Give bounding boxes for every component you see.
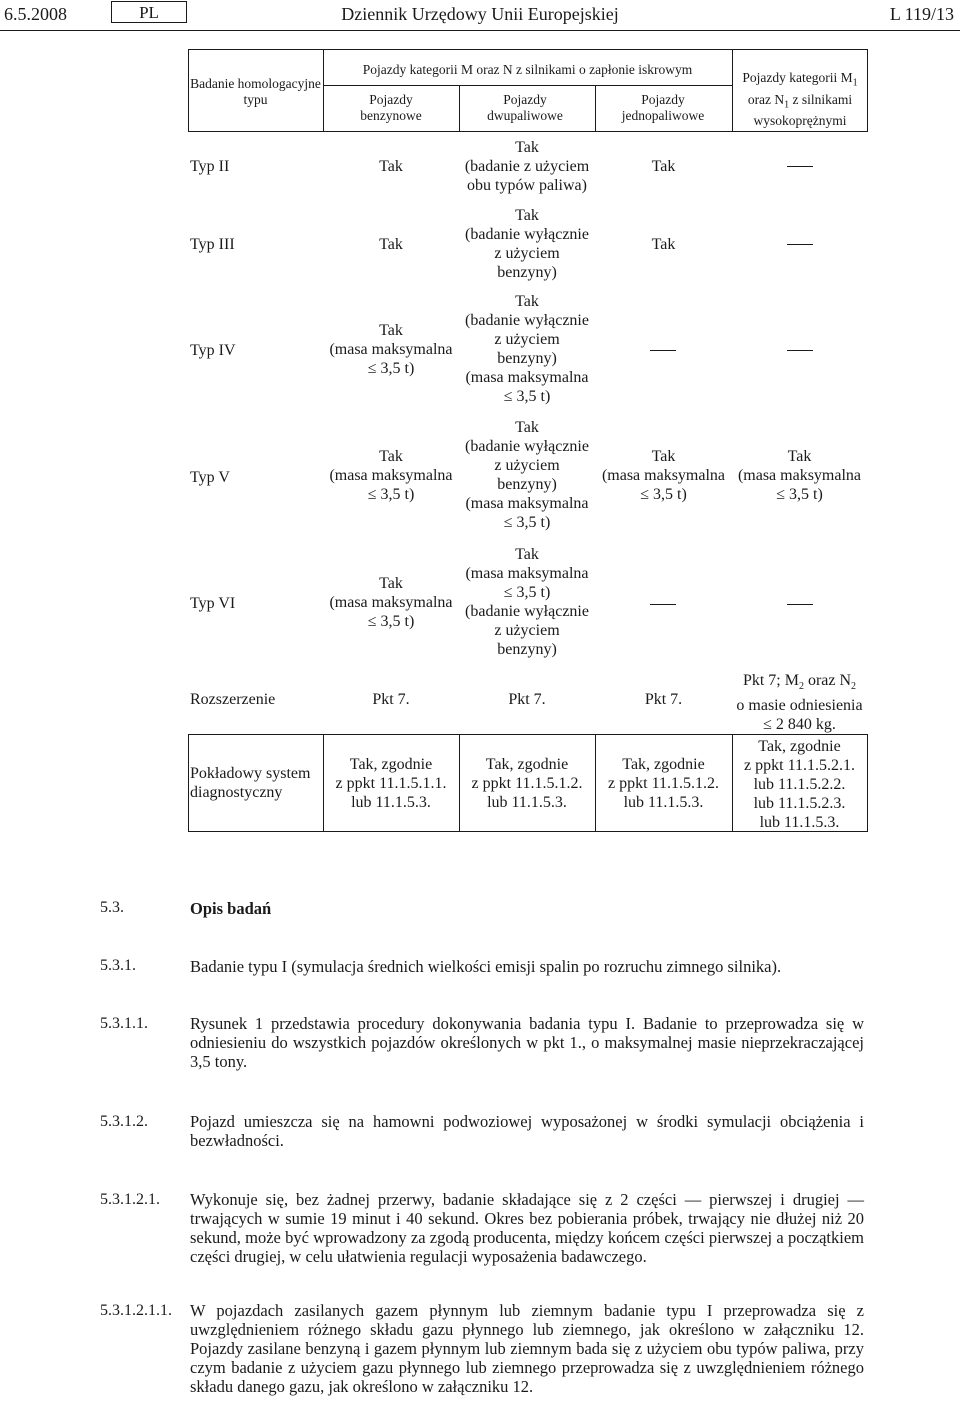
section-text: Wykonuje się, bez żadnej przerwy, badanie składające się z 2 części — pierwszej i drugiej — trwających w sumie 19 minut i 40 sekund. Okres bez pobierania próbek, trwający nie dłużej niż 20 sekund, może być wprowadzony za zgodą producenta, między końcem części pierwszej a początkiem części drugiej, w celu ułatwienia regulacji wyposażenia badawczego. (190, 1190, 864, 1266)
cell-typ-v-diesel: Tak (masa maksymalna ≤ 3,5 t) (737, 448, 862, 503)
cell-obd-petrol: Tak, zgodnie z ppkt 11.1.5.1.1. lub 11.1.5.3. (335, 756, 447, 811)
cell-typ-v-bifuel: Tak (badanie wyłącznie z użyciem benzyny) (masa maksymalna ≤ 3,5 t) (465, 419, 589, 531)
section-text: Badanie typu I (symulacja średnich wielkości emisji spalin po rozruchu zimnego silnika). (190, 957, 782, 976)
cell-typ-iv-petrol: Tak (masa maksymalna ≤ 3,5 t) (329, 322, 453, 377)
cell-typ-iii-petrol: Tak (379, 236, 403, 253)
row-label-typ-vi: Typ VI (190, 595, 236, 612)
section-text: Pojazd umieszcza się na hamowni podwoziowej wyposażonej w środki symulacji obciążenia i bezwładności. (190, 1112, 864, 1150)
cell-typ-iv-mono (650, 350, 676, 351)
row-label-typ-iv: Typ IV (190, 342, 236, 359)
header-petrol: Pojazdy benzynowe (360, 92, 422, 123)
row-label-typ-ii: Typ II (190, 158, 230, 175)
section-text: W pojazdach zasilanych gazem płynnym lub ziemnym badanie typu I przeprowadza się z uwzględnieniem różnego składu gazu płynnego lub ziemnego, jak określono w załączniku 12. Pojazdy zasilane benzyną i gazem płynnym lub ziemnym bada się z użyciem obu typów paliwa, przy czym badanie z użyciem gazu płynnego lub ziemnego przeprowadza się z uwzględnieniem różnego składu danego gazu, jak określono w załączniku 12. (190, 1301, 864, 1396)
header-date: 6.5.2008 (4, 4, 67, 24)
cell-typ-ii-petrol: Tak (379, 158, 403, 175)
cell-obd-mono: Tak, zgodnie z ppkt 11.1.5.1.2. lub 11.1.5.3. (608, 756, 719, 811)
cell-extension-petrol: Pkt 7. (372, 691, 410, 708)
header-spark-ignition-group: Pojazdy kategorii M oraz N z silnikami o zapłonie iskrowym (362, 62, 693, 77)
header-badanie: Badanie homologacyjne typu (190, 76, 321, 107)
cell-typ-ii-mono: Tak (651, 158, 676, 175)
cell-typ-vi-diesel (787, 604, 813, 605)
cell-obd-diesel: Tak, zgodnie z ppkt 11.1.5.2.1. lub 11.1.5.2.2. lub 11.1.5.2.3. lub 11.1.5.3. (744, 738, 855, 831)
header-monofuel: Pojazdy jednopaliwowe (621, 92, 705, 123)
cell-obd-bifuel: Tak, zgodnie z ppkt 11.1.5.1.2. lub 11.1.5.3. (471, 756, 583, 811)
cell-typ-vi-mono (650, 604, 676, 605)
cell-typ-v-petrol: Tak (masa maksymalna ≤ 3,5 t) (329, 448, 453, 503)
cell-extension-diesel: Pkt 7; $M_2$ oraz $N_2$ o masie odniesienia ≤ 2 840 kg. (736, 672, 863, 734)
cell-typ-vi-bifuel: Tak (masa maksymalna ≤ 3,5 t) (badanie wyłącznie z użyciem benzyny) (465, 546, 589, 658)
header-diesel: Pojazdy kategorii $M_1$ oraz $N_1$ z silnikami wysokoprężnymi (742, 70, 858, 129)
row-label-extension: Rozszerzenie (190, 691, 276, 708)
cell-extension-bifuel: Pkt 7. (508, 691, 546, 708)
section-number: 5.3.1. (100, 957, 136, 974)
page-number: L 119/13 (889, 4, 954, 24)
section-title: Opis badań (190, 899, 272, 918)
section-number: 5.3.1.2.1. (100, 1191, 160, 1208)
cell-typ-iv-bifuel: Tak (badanie wyłącznie z użyciem benzyny) (masa maksymalna ≤ 3,5 t) (465, 293, 589, 405)
header-bifuel: Pojazdy dwupaliwowe (487, 92, 563, 123)
cell-typ-iv-diesel (787, 350, 813, 351)
row-label-typ-iii: Typ III (190, 236, 235, 253)
cell-typ-iii-bifuel: Tak (badanie wyłącznie z użyciem benzyny) (465, 207, 589, 281)
row-label-obd: Pokładowy system diagnostyczny (190, 765, 311, 801)
section-text: Rysunek 1 przedstawia procedury dokonywania badania typu I. Badanie to przeprowadza się w odniesieniu do wszystkich pojazdów określonych w pkt 1., o maksymalnej masie nieprzekraczającej 3,5 tony. (190, 1014, 864, 1071)
cell-typ-iii-diesel (787, 244, 813, 245)
cell-typ-vi-petrol: Tak (masa maksymalna ≤ 3,5 t) (329, 575, 453, 630)
cell-typ-ii-diesel (787, 166, 813, 167)
cell-typ-iii-mono: Tak (651, 236, 676, 253)
section-number: 5.3. (100, 899, 124, 916)
section-number: 5.3.1.1. (100, 1015, 148, 1032)
section-number: 5.3.1.2.1.1. (100, 1302, 172, 1319)
cell-typ-v-mono: Tak (masa maksymalna ≤ 3,5 t) (601, 448, 726, 503)
section-number: 5.3.1.2. (100, 1113, 148, 1130)
cell-typ-ii-bifuel: Tak (badanie z użyciem obu typów paliwa) (464, 139, 590, 194)
journal-title: Dziennik Urzędowy Unii Europejskiej (341, 4, 619, 24)
row-label-typ-v: Typ V (190, 469, 230, 486)
cell-extension-mono: Pkt 7. (644, 691, 683, 708)
language-badge: PL (111, 1, 187, 23)
